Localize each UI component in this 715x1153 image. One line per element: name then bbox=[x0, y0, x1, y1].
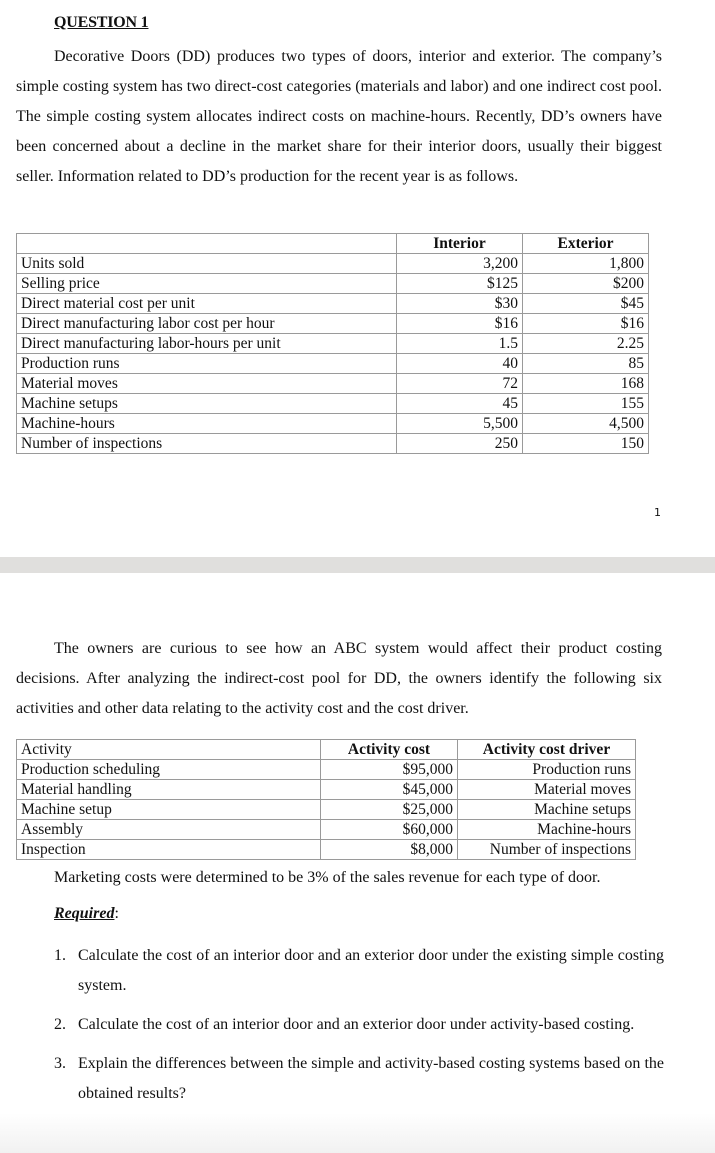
table-row bbox=[17, 414, 649, 434]
row-label: Machine setups bbox=[17, 394, 397, 414]
activity-cost: $25,000 bbox=[321, 800, 458, 820]
cost-driver: Machine-hours bbox=[458, 820, 636, 840]
table-row bbox=[17, 800, 636, 820]
page-number: 1 bbox=[654, 506, 661, 519]
row-label: Units sold bbox=[17, 254, 397, 274]
document-page-2 bbox=[0, 573, 715, 1153]
row-label: Machine-hours bbox=[17, 414, 397, 434]
table-row bbox=[17, 314, 649, 334]
table-header-row bbox=[17, 234, 649, 254]
row-label: Material moves bbox=[17, 374, 397, 394]
exterior-value: 150 bbox=[523, 434, 649, 454]
column-header-exterior: Exterior bbox=[523, 234, 649, 254]
activity-cost: $95,000 bbox=[321, 760, 458, 780]
exterior-value: 168 bbox=[523, 374, 649, 394]
row-label: Number of inspections bbox=[17, 434, 397, 454]
interior-value: 40 bbox=[397, 354, 523, 374]
table-row bbox=[17, 434, 649, 454]
interior-value: $30 bbox=[397, 294, 523, 314]
exterior-value: $45 bbox=[523, 294, 649, 314]
column-header-activity-cost: Activity cost bbox=[321, 740, 458, 760]
activity-name: Assembly bbox=[17, 820, 321, 840]
question-title: QUESTION 1 bbox=[54, 14, 149, 31]
marketing-note: Marketing costs were determined to be 3% of the sales revenue for each type of door. bbox=[54, 869, 601, 886]
row-label: Direct manufacturing labor-hours per unit bbox=[17, 334, 397, 354]
table-row bbox=[17, 760, 636, 780]
requirement-item: 3. Explain the differences between the simple and activity-based costing systems based on the obtained results? bbox=[54, 1055, 664, 1102]
interior-value: 45 bbox=[397, 394, 523, 414]
row-label: Selling price bbox=[17, 274, 397, 294]
table-row bbox=[17, 374, 649, 394]
exterior-value: 1,800 bbox=[523, 254, 649, 274]
column-header-interior: Interior bbox=[397, 234, 523, 254]
interior-value: $125 bbox=[397, 274, 523, 294]
exterior-value: $200 bbox=[523, 274, 649, 294]
interior-value: $16 bbox=[397, 314, 523, 334]
exterior-value: 85 bbox=[523, 354, 649, 374]
row-label: Production runs bbox=[17, 354, 397, 374]
interior-value: 5,500 bbox=[397, 414, 523, 434]
activity-cost-table bbox=[16, 739, 636, 860]
required-heading: Required: bbox=[54, 905, 119, 922]
table-row bbox=[17, 254, 649, 274]
table-row bbox=[17, 820, 636, 840]
activity-name: Material handling bbox=[17, 780, 321, 800]
column-header-label bbox=[17, 234, 397, 254]
table-row bbox=[17, 294, 649, 314]
table-header-row bbox=[17, 740, 636, 760]
exterior-value: 155 bbox=[523, 394, 649, 414]
production-data-table bbox=[16, 233, 649, 454]
cost-driver: Material moves bbox=[458, 780, 636, 800]
table-row bbox=[17, 780, 636, 800]
activity-name: Machine setup bbox=[17, 800, 321, 820]
row-label: Direct material cost per unit bbox=[17, 294, 397, 314]
table-row bbox=[17, 354, 649, 374]
page-separator bbox=[0, 557, 715, 573]
interior-value: 250 bbox=[397, 434, 523, 454]
column-header-activity: Activity bbox=[17, 740, 321, 760]
requirements-list bbox=[54, 941, 664, 1118]
interior-value: 1.5 bbox=[397, 334, 523, 354]
activity-name: Production scheduling bbox=[17, 760, 321, 780]
activity-cost: $60,000 bbox=[321, 820, 458, 840]
interior-value: 3,200 bbox=[397, 254, 523, 274]
table-row bbox=[17, 840, 636, 860]
interior-value: 72 bbox=[397, 374, 523, 394]
intro-paragraph: Decorative Doors (DD) produces two types of doors, interior and exterior. The company’s simple costing system has two direct-cost categories (materials and labor) and one indirect cost pool. The simple costing system allocates indirect costs on machine-hours. Recently, DD’s owners have been concerned about a decline in the market share for their interior doors, usually their biggest seller. Information related to DD’s production for the recent year is as follows. bbox=[16, 48, 662, 185]
activity-cost: $8,000 bbox=[321, 840, 458, 860]
table-row bbox=[17, 394, 649, 414]
exterior-value: 4,500 bbox=[523, 414, 649, 434]
activity-name: Inspection bbox=[17, 840, 321, 860]
cost-driver: Number of inspections bbox=[458, 840, 636, 860]
abc-paragraph: The owners are curious to see how an ABC system would affect their product costing decisions. After analyzing the indirect-cost pool for DD, the owners identify the following six activities and other data relating to the activity cost and the cost driver. bbox=[16, 640, 662, 717]
document-page-1 bbox=[0, 0, 715, 557]
column-header-cost-driver: Activity cost driver bbox=[458, 740, 636, 760]
table-row bbox=[17, 274, 649, 294]
activity-cost: $45,000 bbox=[321, 780, 458, 800]
requirement-item: 1. Calculate the cost of an interior door and an exterior door under the existing simple costing system. bbox=[54, 947, 664, 994]
exterior-value: 2.25 bbox=[523, 334, 649, 354]
requirement-item: 2. Calculate the cost of an interior door and an exterior door under activity-based costing. bbox=[54, 1016, 635, 1033]
row-label: Direct manufacturing labor cost per hour bbox=[17, 314, 397, 334]
exterior-value: $16 bbox=[523, 314, 649, 334]
table-row bbox=[17, 334, 649, 354]
cost-driver: Machine setups bbox=[458, 800, 636, 820]
cost-driver: Production runs bbox=[458, 760, 636, 780]
